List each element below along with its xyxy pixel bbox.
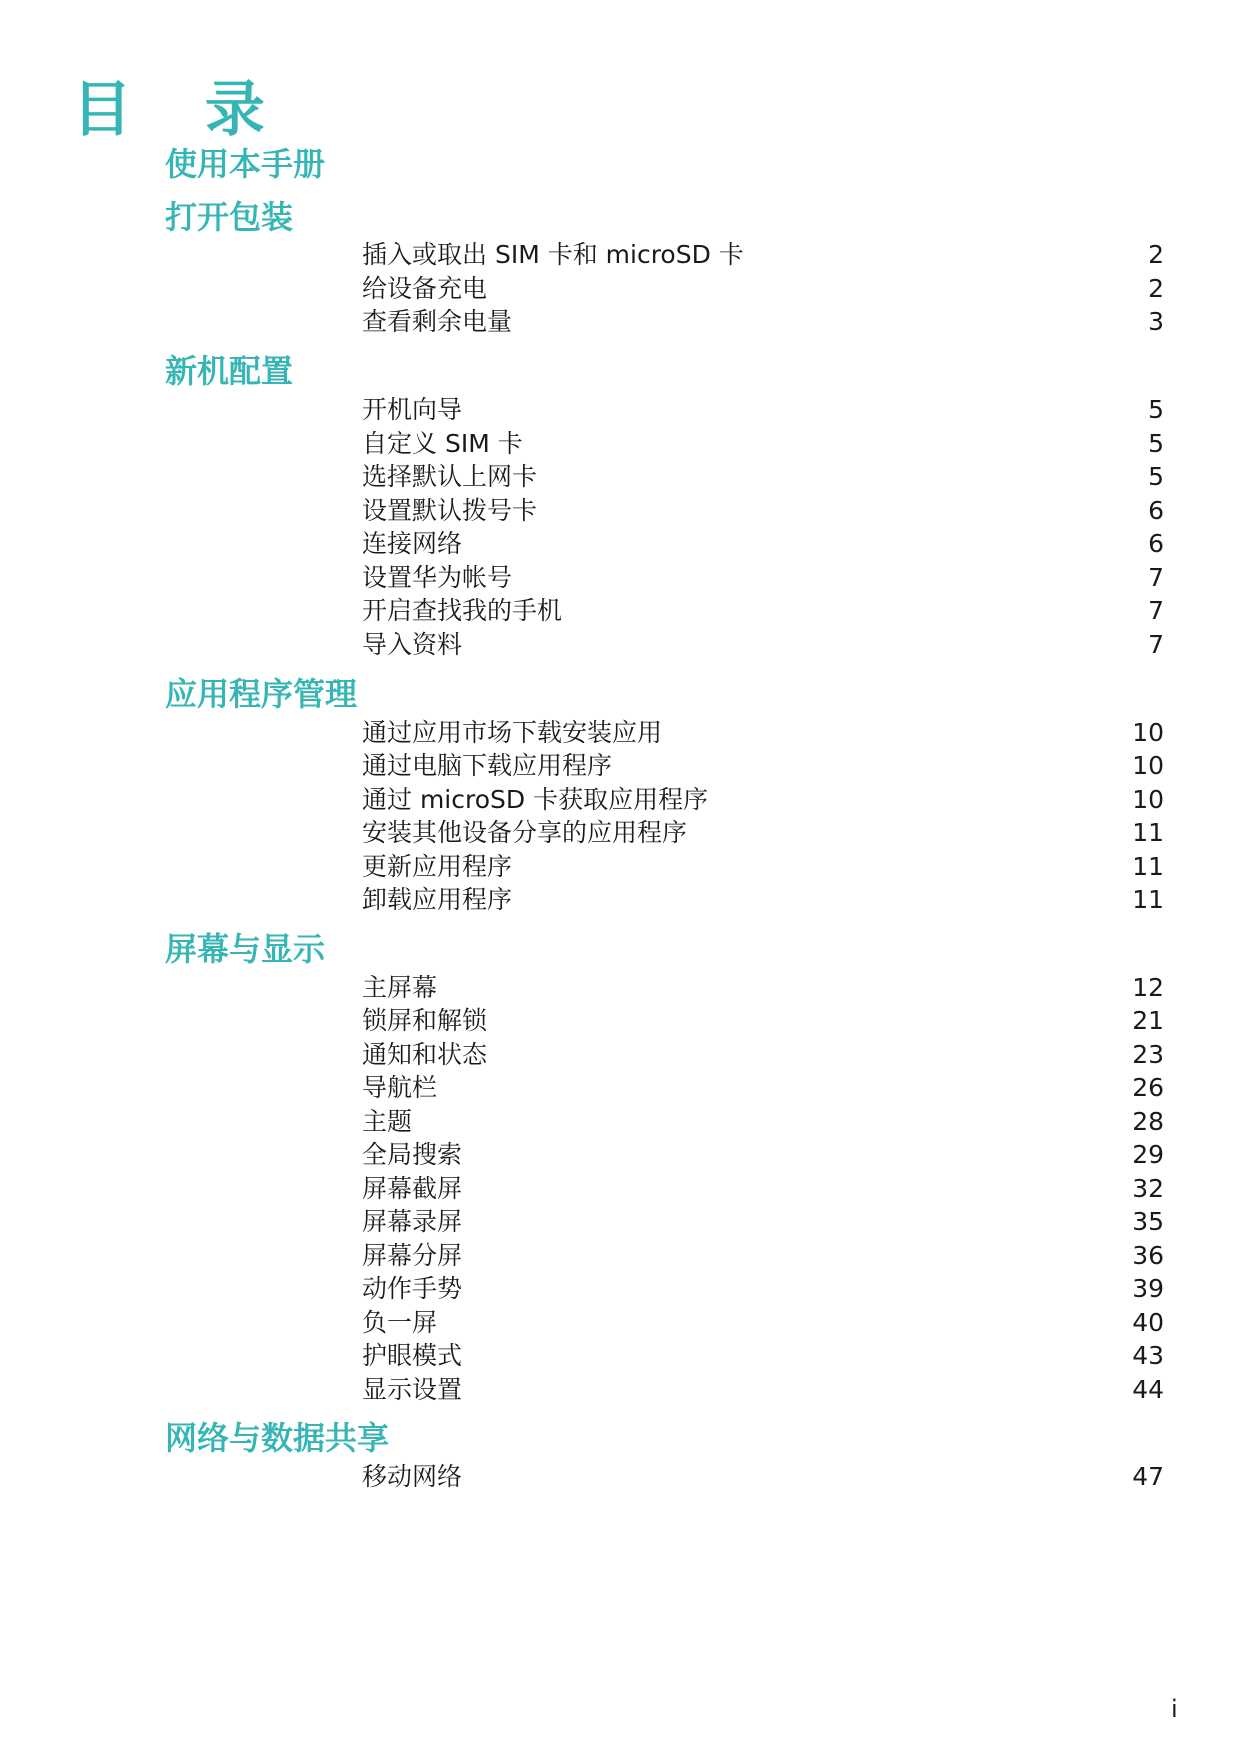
toc-entry[interactable] [362, 1371, 1164, 1409]
toc-entry-page-number: 6 [1148, 529, 1164, 558]
toc-entry[interactable] [362, 747, 1164, 785]
toc-entry-page-number: 39 [1132, 1274, 1164, 1303]
toc-entry-title: 屏幕截屏 [362, 1174, 463, 1203]
toc-entry-page-number: 5 [1148, 395, 1164, 424]
toc-entry-title: 通过电脑下载应用程序 [362, 751, 613, 780]
toc-entry-page-number: 21 [1132, 1006, 1164, 1035]
toc-entry[interactable] [362, 1203, 1164, 1241]
toc-entry-page-number: 23 [1132, 1040, 1164, 1069]
footer-page-number: i [1171, 1695, 1178, 1723]
toc-entry-page-number: 12 [1132, 973, 1164, 1002]
toc-chapter-heading[interactable]: 网络与数据共享 [165, 1419, 390, 1457]
toc-entry[interactable] [362, 458, 1164, 496]
toc-entry[interactable] [362, 592, 1164, 630]
toc-entry-page-number: 2 [1148, 240, 1164, 269]
toc-entry-title: 设置默认拨号卡 [362, 496, 538, 525]
toc-entry-title: 负一屏 [362, 1308, 438, 1337]
toc-entry-page-number: 7 [1148, 563, 1164, 592]
toc-entry-title: 更新应用程序 [362, 852, 513, 881]
toc-entry-title: 插入或取出 SIM 卡和 microSD 卡 [362, 240, 744, 269]
toc-entry-page-number: 40 [1132, 1308, 1164, 1337]
toc-entry[interactable] [362, 881, 1164, 919]
toc-entry-title: 卸载应用程序 [362, 885, 513, 914]
toc-entry-page-number: 11 [1132, 818, 1164, 847]
toc-entry-page-number: 3 [1148, 307, 1164, 336]
toc-entry[interactable] [362, 1069, 1164, 1107]
toc-chapter-heading[interactable]: 新机配置 [165, 352, 294, 390]
toc-entry[interactable] [362, 626, 1164, 664]
toc-entry[interactable] [362, 391, 1164, 429]
toc-entry-title: 开机向导 [362, 395, 463, 424]
toc-entry-page-number: 43 [1132, 1341, 1164, 1370]
toc-entry-title: 主屏幕 [362, 973, 438, 1002]
toc-entry-title: 安装其他设备分享的应用程序 [362, 818, 688, 847]
toc-entry-title: 护眼模式 [362, 1341, 463, 1370]
toc-chapter-heading[interactable]: 应用程序管理 [165, 675, 358, 713]
toc-entry-page-number: 47 [1132, 1462, 1164, 1491]
toc-entry-page-number: 35 [1132, 1207, 1164, 1236]
toc-entry-page-number: 10 [1132, 751, 1164, 780]
toc-entry[interactable] [362, 1136, 1164, 1174]
toc-chapter-heading[interactable]: 屏幕与显示 [165, 930, 326, 968]
toc-entry[interactable] [362, 525, 1164, 563]
toc-entry-page-number: 7 [1148, 596, 1164, 625]
toc-entry-page-number: 5 [1148, 462, 1164, 491]
toc-entry-title: 屏幕分屏 [362, 1241, 463, 1270]
toc-entry-page-number: 11 [1132, 885, 1164, 914]
toc-entry-page-number: 5 [1148, 429, 1164, 458]
toc-entry-title: 锁屏和解锁 [362, 1006, 488, 1035]
toc-chapter-heading[interactable]: 打开包装 [165, 198, 294, 236]
toc-entry-title: 自定义 SIM 卡 [362, 429, 523, 458]
toc-chapter-heading[interactable]: 使用本手册 [165, 145, 326, 183]
toc-entry-title: 给设备充电 [362, 274, 488, 303]
toc-entry-title: 设置华为帐号 [362, 563, 513, 592]
toc-entry-title: 屏幕录屏 [362, 1207, 463, 1236]
toc-entry-page-number: 26 [1132, 1073, 1164, 1102]
toc-entry-page-number: 32 [1132, 1174, 1164, 1203]
toc-entry-title: 查看剩余电量 [362, 307, 513, 336]
toc-entry-title: 显示设置 [362, 1375, 463, 1404]
page-title: 目 录 [72, 75, 291, 145]
toc-entry-title: 通过 microSD 卡获取应用程序 [362, 785, 709, 814]
toc-entry-title: 连接网络 [362, 529, 463, 558]
toc-entry-title: 通过应用市场下载安装应用 [362, 718, 663, 747]
toc-entry-title: 导航栏 [362, 1073, 438, 1102]
toc-entry-title: 选择默认上网卡 [362, 462, 538, 491]
toc-entry-title: 通知和状态 [362, 1040, 488, 1069]
toc-entry[interactable] [362, 1270, 1164, 1308]
toc-entry[interactable] [362, 1337, 1164, 1375]
toc-entry[interactable] [362, 814, 1164, 852]
toc-entry-title: 导入资料 [362, 630, 463, 659]
toc-entry-page-number: 29 [1132, 1140, 1164, 1169]
toc-entry-title: 移动网络 [362, 1462, 463, 1491]
toc-entry-page-number: 10 [1132, 718, 1164, 747]
toc-entry-title: 全局搜索 [362, 1140, 463, 1169]
toc-entry-page-number: 2 [1148, 274, 1164, 303]
toc-entry-title: 动作手势 [362, 1274, 463, 1303]
toc-entry-page-number: 44 [1132, 1375, 1164, 1404]
toc-entry-page-number: 6 [1148, 496, 1164, 525]
toc-entry-title: 主题 [362, 1107, 413, 1136]
toc-entry-page-number: 7 [1148, 630, 1164, 659]
toc-entry[interactable] [362, 1458, 1164, 1496]
toc-entry[interactable] [362, 236, 1164, 274]
toc-entry-page-number: 28 [1132, 1107, 1164, 1136]
toc-entry[interactable] [362, 303, 1164, 341]
toc-entry-page-number: 36 [1132, 1241, 1164, 1270]
toc-entry-title: 开启查找我的手机 [362, 596, 563, 625]
toc-entry[interactable] [362, 1002, 1164, 1040]
toc-entry-page-number: 10 [1132, 785, 1164, 814]
toc-entry-page-number: 11 [1132, 852, 1164, 881]
